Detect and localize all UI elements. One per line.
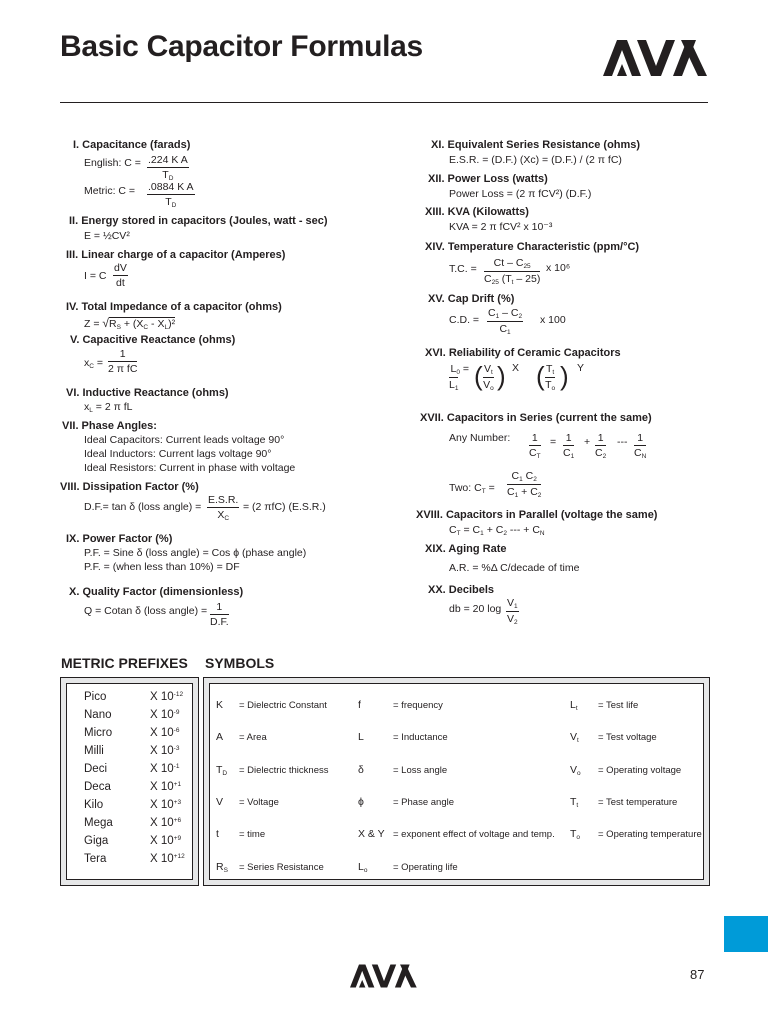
equals: = [462, 363, 469, 375]
header-divider [60, 102, 708, 103]
subscript: o [490, 385, 494, 392]
capacitance-english-label: English: C = [84, 157, 141, 169]
power-factor-1: P.F. = Sine δ (loss angle) = Cos ϕ (phase angle) [84, 547, 307, 559]
avx-logo [603, 38, 709, 78]
series-c: C [595, 447, 603, 459]
symbol-letter: V [570, 731, 578, 744]
prefix-name: Milli [84, 745, 104, 757]
parallel-eq: = C [463, 524, 481, 536]
symbol-letter: T [570, 828, 577, 841]
open-paren: ( [536, 361, 545, 391]
reliability-y-exponent: Y [577, 362, 585, 374]
symbol [216, 699, 223, 712]
symbol-description: = Operating voltage [598, 764, 682, 776]
series-cn-fraction [634, 432, 646, 460]
subscript: t [511, 279, 514, 286]
equals: = [488, 482, 495, 494]
series-two-label [449, 482, 495, 495]
symbol-description: = Operating temperature [598, 829, 702, 841]
dissipation-heading: VIII. Dissipation Factor (%) [60, 481, 199, 493]
prefix-value [150, 817, 181, 829]
series-c: C [634, 447, 642, 459]
phase-capacitors: Ideal Capacitors: Current leads voltage 90° [84, 434, 285, 446]
prefix-name: Deca [84, 781, 111, 793]
series-c2-fraction [595, 432, 606, 460]
parallel-heading: XVIII. Capacitors in Parallel (voltage the same) [416, 509, 658, 521]
series-c: C [529, 447, 537, 459]
symbol [216, 861, 228, 874]
capacitance-english-numerator: .224 K A [148, 154, 188, 166]
prefix-exponent: +9 [173, 835, 182, 842]
reliability-vo: V [483, 379, 491, 391]
prefix-value [150, 799, 181, 811]
symbol-description: = time [239, 829, 266, 841]
subscript: 2 [514, 619, 518, 626]
symbol [358, 796, 364, 809]
symbol-letter: L [358, 860, 364, 873]
capacitive-reactance-heading: V. Capacitive Reactance (ohms) [70, 334, 236, 346]
capacitance-metric-denominator: T [165, 196, 172, 208]
symbol-description: = frequency [393, 700, 443, 711]
symbol [358, 861, 367, 874]
prefix-value [150, 709, 179, 721]
subscript: 1 [514, 492, 519, 499]
esr-heading: XI. Equivalent Series Resistance (ohms) [431, 139, 641, 151]
close-paren: ) [560, 361, 569, 391]
subscript: 1 [495, 313, 500, 320]
equals: = [96, 357, 104, 369]
symbol-letter: V [216, 795, 224, 808]
capacitive-reactance-label [84, 357, 103, 370]
symbol [216, 731, 223, 744]
symbol-letter: t [216, 828, 219, 841]
capacitance-english-denominator: T [162, 169, 169, 181]
aging-heading: XIX. Aging Rate [425, 543, 507, 555]
series-any-label: Any Number: [449, 432, 511, 444]
subscript: 1 [454, 385, 459, 392]
symbol [358, 764, 364, 777]
subscript: T [456, 530, 461, 537]
phase-resistors: Ideal Resistors: Current in phase with voltage [84, 462, 296, 474]
symbol-letter: A [216, 731, 224, 744]
subscript: L [164, 324, 169, 331]
series-one: 1 [634, 432, 646, 446]
cap-drift-numerator: C [488, 307, 496, 319]
subscript: 2 [537, 492, 542, 499]
symbol-description: = Test life [598, 700, 639, 711]
capacitance-heading: I. Capacitance (farads) [73, 139, 191, 151]
subscript: C [89, 363, 94, 370]
prefix-exponent: -1 [173, 763, 180, 770]
esr-formula: E.S.R. = (D.F.) (Xc) = (D.F.) / (2 π fC) [449, 154, 622, 166]
temp-char-multiplier: x 10⁶ [546, 262, 571, 274]
impedance-plus: + (X [123, 318, 144, 330]
symbol-description: = Series Resistance [239, 861, 324, 873]
prefix-base: X 10 [150, 835, 174, 847]
prefix-base: X 10 [150, 781, 174, 793]
series-two-denominator: C [507, 486, 515, 498]
reliability-l-fraction [449, 363, 470, 392]
temp-char-den-paren: (T [501, 273, 512, 285]
decibels-fraction [506, 597, 519, 626]
subscript: 25 [491, 279, 499, 286]
subscript: L [89, 407, 93, 414]
reliability-to: T [545, 379, 552, 391]
symbol-description: = Phase angle [393, 796, 455, 808]
aging-formula: A.R. = %Δ C/decade of time [449, 562, 580, 574]
cap-drift-fraction [487, 307, 523, 336]
symbol-subscript: D [222, 769, 228, 777]
impedance-heading: IV. Total Impedance of a capacitor (ohms) [66, 301, 282, 313]
impedance-r: R [108, 318, 117, 330]
subscript: D [168, 175, 174, 182]
prefix-base: X 10 [150, 853, 174, 865]
page-number: 87 [690, 967, 705, 982]
parallel-plus: + C [486, 524, 504, 536]
prefix-name: Pico [84, 691, 107, 703]
decibels-denominator: V [507, 613, 515, 625]
temp-char-numerator: Ct – C [493, 257, 524, 269]
linear-charge-fraction [113, 262, 128, 289]
impedance-end: )² [168, 318, 176, 330]
prefix-base: X 10 [150, 727, 174, 739]
prefix-base: X 10 [150, 691, 174, 703]
inductive-reactance-formula [84, 401, 133, 414]
symbol-subscript: t [575, 705, 578, 712]
quality-factor-formula: Q = Cotan δ (loss angle) = [84, 605, 208, 617]
symbol-letter: L [570, 699, 576, 711]
symbol-description: = Voltage [239, 796, 279, 808]
prefix-exponent: +3 [173, 799, 182, 806]
prefix-value [150, 763, 179, 775]
open-paren: ( [474, 361, 483, 391]
subscript: 1 [480, 530, 484, 537]
capacitance-english-fraction [147, 154, 189, 182]
symbol-letter: f [358, 699, 361, 711]
reliability-v-fraction [483, 363, 494, 392]
series-ct-fraction [529, 432, 541, 460]
prefix-exponent: +6 [173, 817, 182, 824]
impedance-label: Z = [84, 318, 100, 330]
capacitive-reactance-denominator: 2 π fC [108, 363, 138, 375]
dissipation-denominator: X [217, 509, 225, 521]
subscript: 1 [514, 603, 518, 610]
subscript: 2 [602, 453, 607, 460]
quality-factor-denominator: D.F. [210, 616, 229, 628]
subscript: 1 [519, 476, 523, 483]
subscript: D [171, 202, 177, 209]
reactance-x: x [84, 357, 90, 369]
linear-charge-formula: I = C [84, 270, 107, 282]
cap-drift-heading: XV. Cap Drift (%) [428, 293, 515, 305]
prefix-exponent: -6 [173, 727, 180, 734]
series-two-c: Two: C [449, 482, 482, 494]
symbols-panel [203, 677, 710, 886]
quality-factor-numerator: 1 [210, 601, 229, 615]
series-c: C [563, 447, 571, 459]
dissipation-fraction [207, 494, 239, 522]
symbol [216, 828, 219, 841]
reactance-x: x [84, 401, 90, 413]
prefix-name: Nano [84, 709, 112, 721]
symbol-letter: T [216, 763, 223, 776]
series-c1-fraction [563, 432, 574, 460]
symbol [570, 699, 578, 712]
cap-drift-label: C.D. = [449, 314, 480, 326]
subscript: t [552, 369, 555, 376]
symbol-description: = exponent effect of voltage and temp. [393, 829, 555, 841]
symbol-subscript: S [223, 866, 228, 874]
prefix-name: Deci [84, 763, 108, 775]
prefix-exponent: -9 [173, 709, 180, 716]
power-loss-formula: Power Loss = (2 π fCV²) (D.F.) [449, 188, 592, 200]
prefix-exponent: -3 [173, 745, 180, 752]
capacitance-metric-fraction [147, 181, 195, 209]
prefix-value [150, 853, 185, 865]
decibels-numerator: V [507, 597, 515, 609]
prefix-base: X 10 [150, 763, 174, 775]
prefix-value [150, 745, 179, 757]
reliability-heading: XVI. Reliability of Ceramic Capacitors [425, 347, 621, 359]
plus: + C [521, 486, 538, 498]
equals: = [550, 436, 557, 448]
prefix-exponent: +12 [173, 853, 185, 860]
symbol [216, 764, 227, 777]
symbol-letter: T [570, 795, 577, 808]
reliability-vt: V [484, 363, 492, 375]
series-one: 1 [563, 432, 574, 446]
metric-prefixes-table [66, 683, 193, 880]
dissipation-numerator: E.S.R. [208, 494, 239, 506]
symbol-description: = Area [239, 732, 267, 744]
energy-heading: II. Energy stored in capacitors (Joules, watt - sec) [69, 215, 328, 227]
prefix-base: X 10 [150, 709, 174, 721]
metric-prefixes-panel [60, 677, 199, 886]
dissipation-rhs: = (2 πfC) (E.S.R.) [243, 501, 326, 513]
subscript: 1 [570, 453, 575, 460]
symbol-description: = Operating life [393, 861, 458, 873]
capacitive-reactance-numerator: 1 [108, 348, 137, 362]
cap-drift-denominator: C [499, 323, 508, 335]
symbol [570, 828, 580, 841]
cap-drift-multiplier: x 100 [540, 314, 566, 326]
inductive-reactance-rhs: = 2 π fL [95, 401, 133, 413]
capacitance-metric-label: Metric: C = [84, 185, 136, 197]
series-two-numerator: C [511, 470, 520, 482]
prefix-name: Micro [84, 727, 113, 739]
symbol-subscript: o [577, 769, 581, 777]
temp-char-label: T.C. = [449, 263, 477, 275]
prefix-exponent: +1 [173, 781, 182, 788]
symbol-description: = Test voltage [598, 732, 657, 744]
linear-charge-numerator: dV [114, 262, 127, 274]
series-heading: XVII. Capacitors in Series (current the same) [420, 412, 652, 424]
series-two-fraction [507, 470, 541, 499]
temp-char-denominator: C [484, 273, 492, 285]
prefix-value [150, 727, 179, 739]
parallel-c: C [449, 524, 457, 536]
inductive-reactance-heading: VI. Inductive Reactance (ohms) [66, 387, 229, 399]
symbol-letter: ϕ [358, 795, 364, 808]
subscript: 2 [503, 530, 507, 537]
prefix-name: Giga [84, 835, 109, 847]
series-one: 1 [595, 432, 606, 446]
symbol [570, 764, 581, 777]
capacitance-metric-numerator: .0884 K A [148, 181, 194, 193]
symbol-letter: L [358, 731, 364, 744]
symbol [358, 731, 364, 744]
symbol-subscript: o [576, 834, 581, 842]
prefix-name: Kilo [84, 799, 104, 811]
prefix-base: X 10 [150, 745, 174, 757]
metric-prefixes-title: METRIC PREFIXES [61, 655, 188, 671]
subscript: 2 [518, 313, 523, 320]
quality-factor-heading: X. Quality Factor (dimensionless) [69, 586, 244, 598]
decibels-formula: db = 20 log [449, 603, 502, 615]
subscript: 2 [533, 476, 537, 483]
symbol-description: = Inductance [393, 732, 448, 744]
subscript: T [536, 453, 541, 460]
symbol-letter: X & Y [358, 828, 385, 841]
series-one: 1 [529, 432, 541, 446]
series-two-numerator: C [525, 470, 534, 482]
quality-factor-fraction [210, 601, 229, 628]
prefix-exponent: -12 [173, 691, 184, 698]
page-tab-accent [724, 916, 768, 952]
energy-formula: E = ½CV² [84, 230, 130, 242]
prefix-value [150, 835, 181, 847]
symbol-subscript: t [577, 737, 579, 745]
subscript: o [551, 385, 556, 392]
prefix-base: X 10 [150, 817, 174, 829]
avx-footer-logo [350, 963, 418, 989]
reliability-l1: L [449, 379, 455, 391]
subscript: S [116, 324, 121, 331]
subscript: 0 [456, 369, 460, 376]
power-factor-2: P.F. = (when less than 10%) = DF [84, 561, 240, 573]
reliability-x-exponent: X [512, 362, 520, 374]
impedance-formula: Z = √RS + (XC - XL)² [84, 316, 176, 331]
subscript: 25 [523, 263, 531, 270]
prefix-value [150, 691, 183, 703]
subscript: C [224, 515, 230, 522]
power-factor-heading: IX. Power Factor (%) [66, 533, 173, 545]
subscript: C [143, 324, 149, 331]
prefix-name: Tera [84, 853, 107, 865]
symbol [570, 796, 578, 809]
subscript: N [641, 453, 647, 460]
linear-charge-heading: III. Linear charge of a capacitor (Amperes) [66, 249, 286, 261]
symbol-letter: K [216, 699, 224, 711]
symbols-table [209, 683, 704, 880]
reliability-t-fraction [545, 363, 555, 392]
temp-char-den-end: – 25) [516, 273, 541, 285]
capacitive-reactance-fraction [108, 348, 137, 375]
subscript: t [491, 369, 493, 376]
symbols-title: SYMBOLS [205, 655, 275, 671]
symbol-letter: V [570, 763, 578, 776]
parallel-dash: --- + C [509, 524, 540, 536]
plus: + [584, 436, 591, 448]
reliability-tt: T [546, 363, 553, 375]
symbol-subscript: o [363, 866, 368, 874]
subscript: 1 [507, 329, 511, 336]
parallel-formula [449, 524, 545, 537]
page-title: Basic Capacitor Formulas [60, 30, 423, 63]
symbol [358, 828, 385, 841]
symbol [570, 731, 579, 744]
symbol [358, 699, 361, 712]
symbol-description: = Dielectric Constant [239, 700, 327, 711]
prefix-name: Mega [84, 817, 113, 829]
phase-angles-heading: VII. Phase Angles: [62, 420, 157, 432]
symbol-subscript: t [576, 801, 579, 809]
dissipation-formula: D.F.= tan δ (loss angle) = [84, 501, 202, 513]
prefix-value [150, 781, 181, 793]
kva-heading: XIII. KVA (Kilowatts) [425, 206, 529, 218]
impedance-minus: - X [151, 318, 165, 330]
subscript: T [481, 488, 486, 495]
series-dash: --- [617, 436, 628, 448]
prefix-base: X 10 [150, 799, 174, 811]
reliability-l0: L [450, 363, 457, 375]
power-loss-heading: XII. Power Loss (watts) [428, 173, 548, 185]
cap-drift-minus: – C [502, 307, 519, 319]
temp-char-fraction [484, 257, 540, 286]
decibels-heading: XX. Decibels [428, 584, 495, 596]
symbol-letter: R [216, 860, 224, 873]
symbol-letter: δ [358, 763, 364, 776]
phase-inductors: Ideal Inductors: Current lags voltage 90° [84, 448, 272, 460]
subscript: N [539, 530, 545, 537]
linear-charge-denominator: dt [116, 277, 125, 289]
temp-char-heading: XIV. Temperature Characteristic (ppm/°C) [425, 241, 640, 253]
kva-formula: KVA = 2 π fCV² x 10⁻³ [449, 221, 553, 233]
symbol-description: = Loss angle [393, 764, 448, 776]
symbol-description: = Test temperature [598, 796, 678, 808]
symbol-description: = Dielectric thickness [239, 764, 329, 776]
symbol [216, 796, 223, 809]
close-paren: ) [497, 361, 506, 391]
